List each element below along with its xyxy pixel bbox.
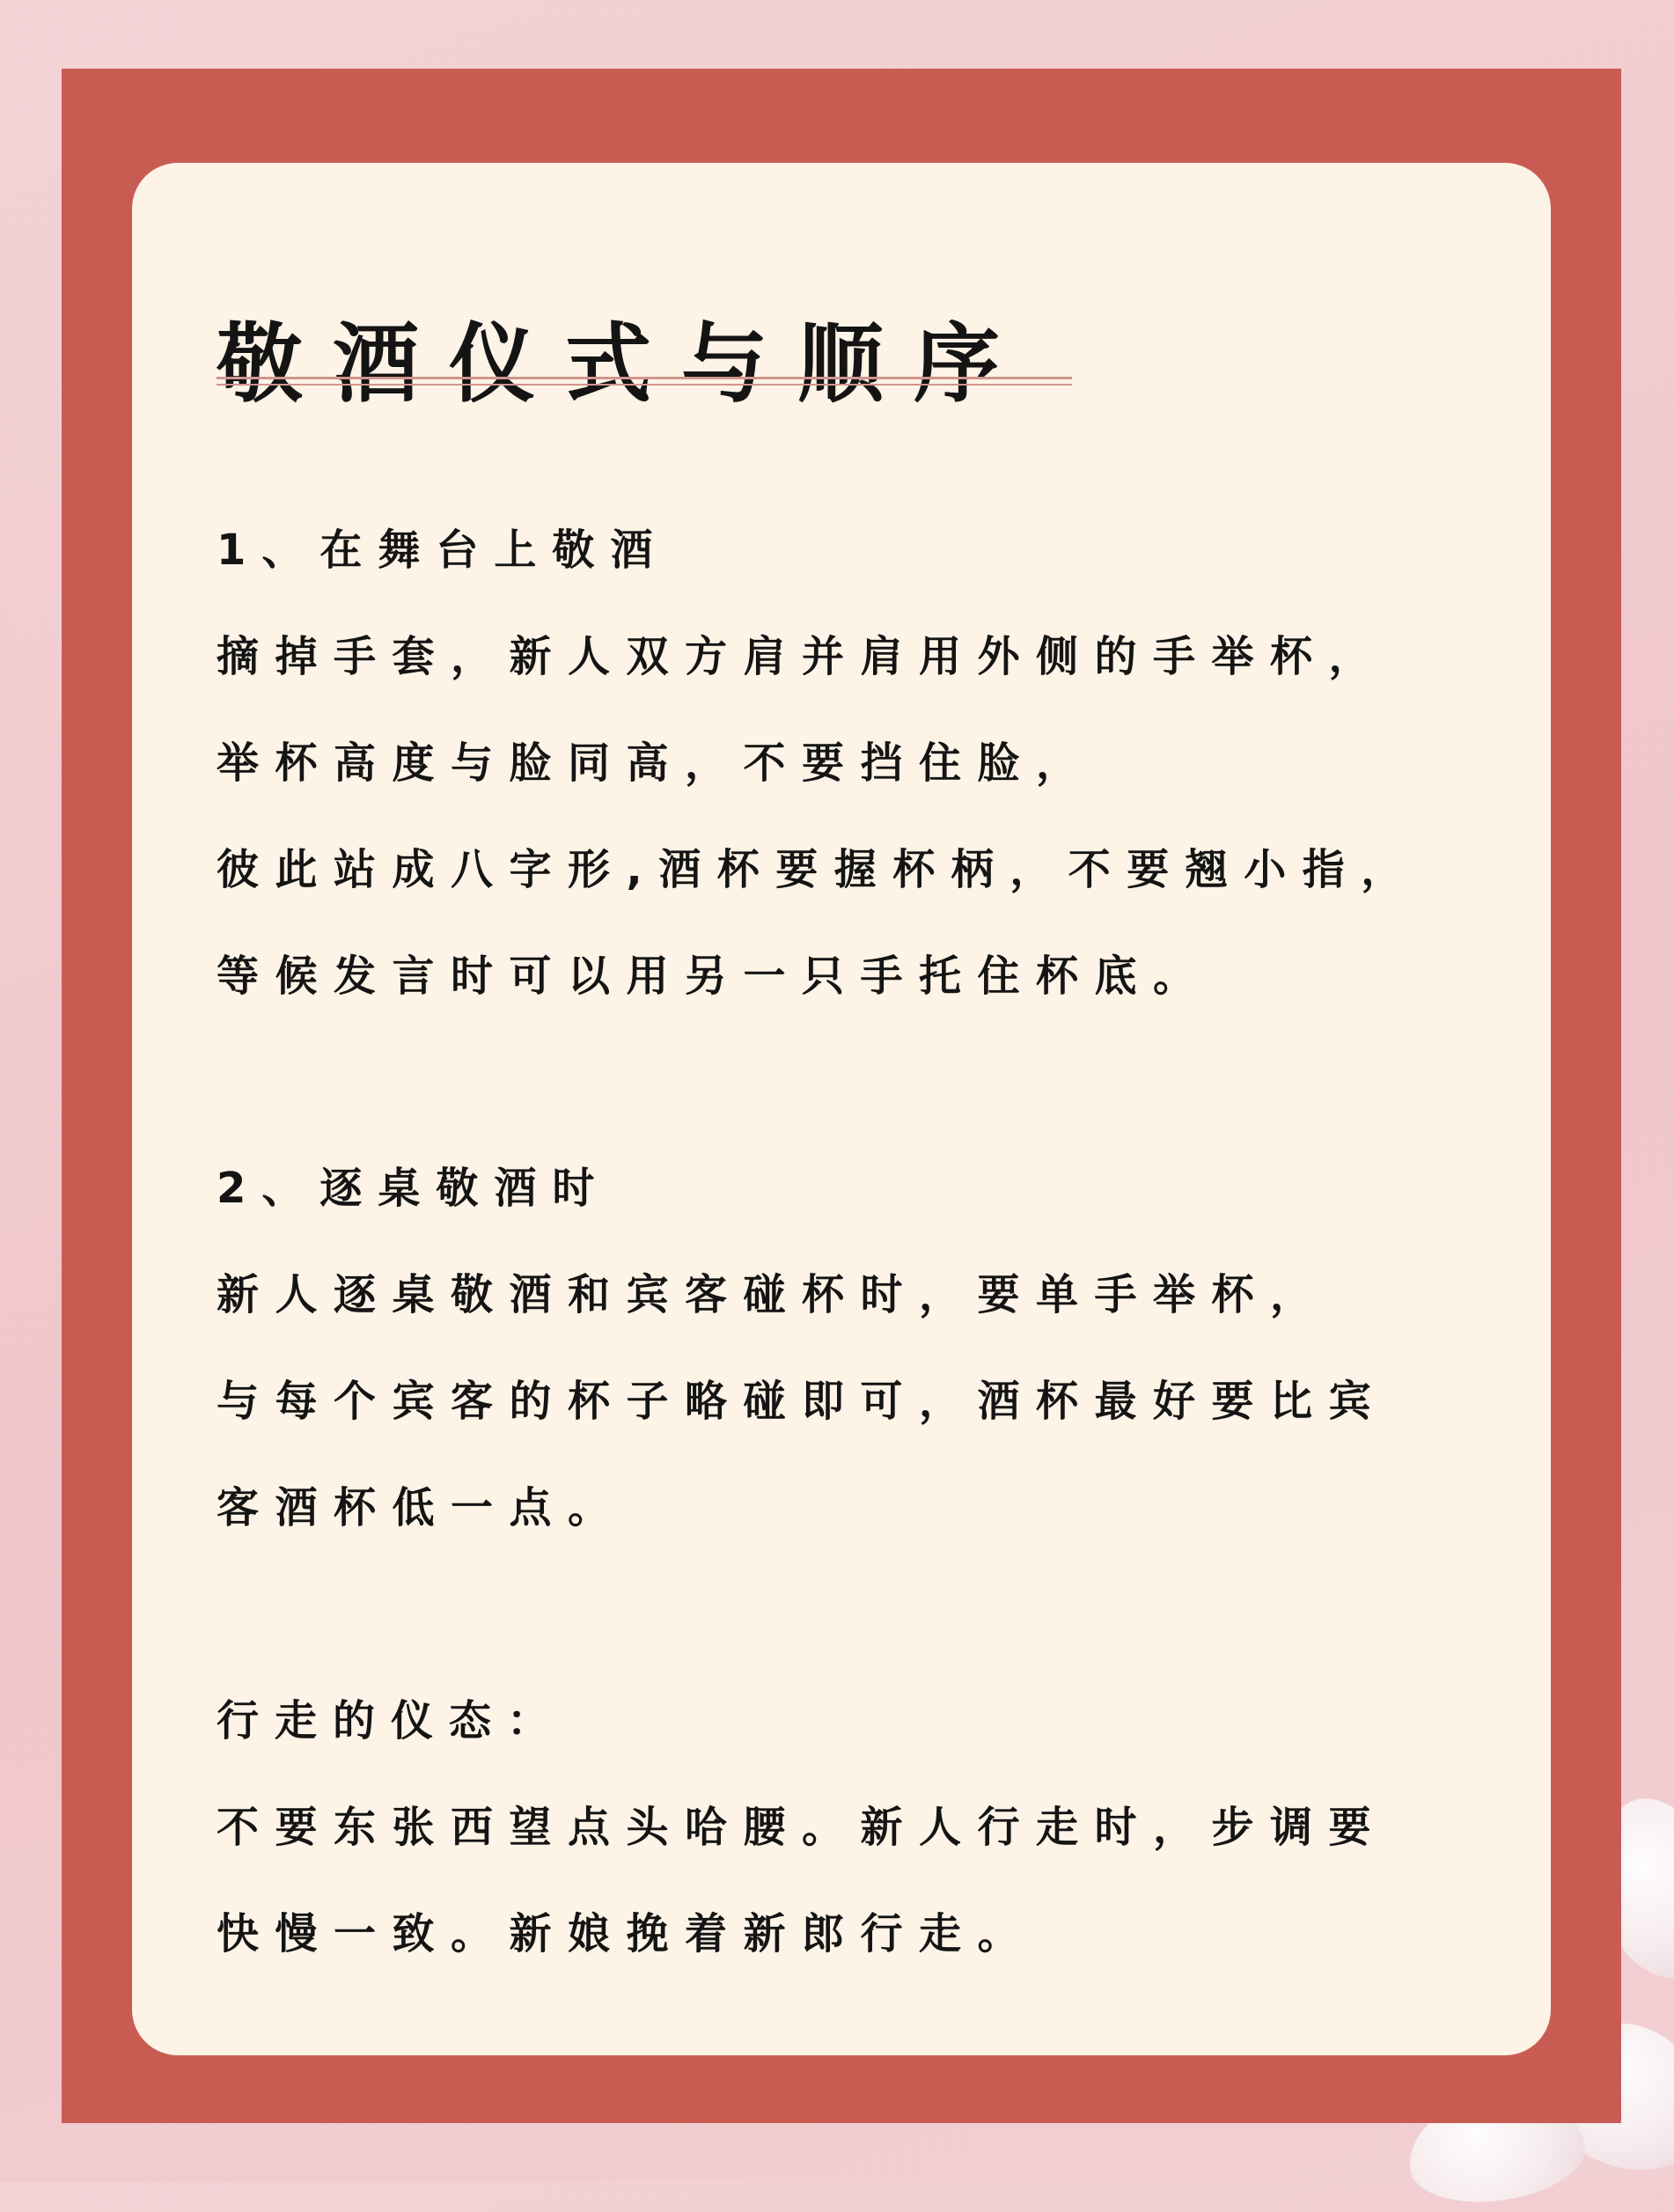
- section-line: 快慢一致。新娘挽着新郎行走。: [217, 1909, 1037, 1958]
- section-walking-posture: [217, 1696, 1440, 2016]
- section-line: 举杯高度与脸同高，不要挡住脸，: [217, 739, 1095, 788]
- section-line: 不要东张西望点头哈腰。新人行走时，步调要: [217, 1803, 1388, 1852]
- section-line: 与每个宾客的杯子略碰即可，酒杯最好要比宾: [217, 1377, 1388, 1426]
- section-heading: 1、在舞台上敬酒: [217, 525, 669, 575]
- title-underline: [217, 377, 1072, 379]
- section-table-toast: [217, 1164, 1440, 1590]
- title-underline-secondary: [217, 384, 1072, 386]
- section-stage-toast: [217, 525, 1440, 1058]
- section-line: 客酒杯低一点。: [217, 1483, 627, 1532]
- section-line: 等候发言时可以用另一只手托住杯底。: [217, 952, 1212, 1001]
- section-heading: 2、逐桌敬酒时: [217, 1164, 611, 1213]
- page-title: 敬酒仪式与顺序: [217, 314, 1031, 415]
- red-frame: [62, 69, 1621, 2123]
- section-line: 摘掉手套，新人双方肩并肩用外侧的手举杯，: [217, 632, 1388, 681]
- section-line: 彼此站成八字形,酒杯要握杯柄，不要翘小指，: [217, 845, 1420, 894]
- section-line: 新人逐桌敬酒和宾客碰杯时，要单手举杯，: [217, 1270, 1329, 1319]
- content-card: [132, 163, 1551, 2055]
- section-heading: 行走的仪态：: [217, 1696, 566, 1745]
